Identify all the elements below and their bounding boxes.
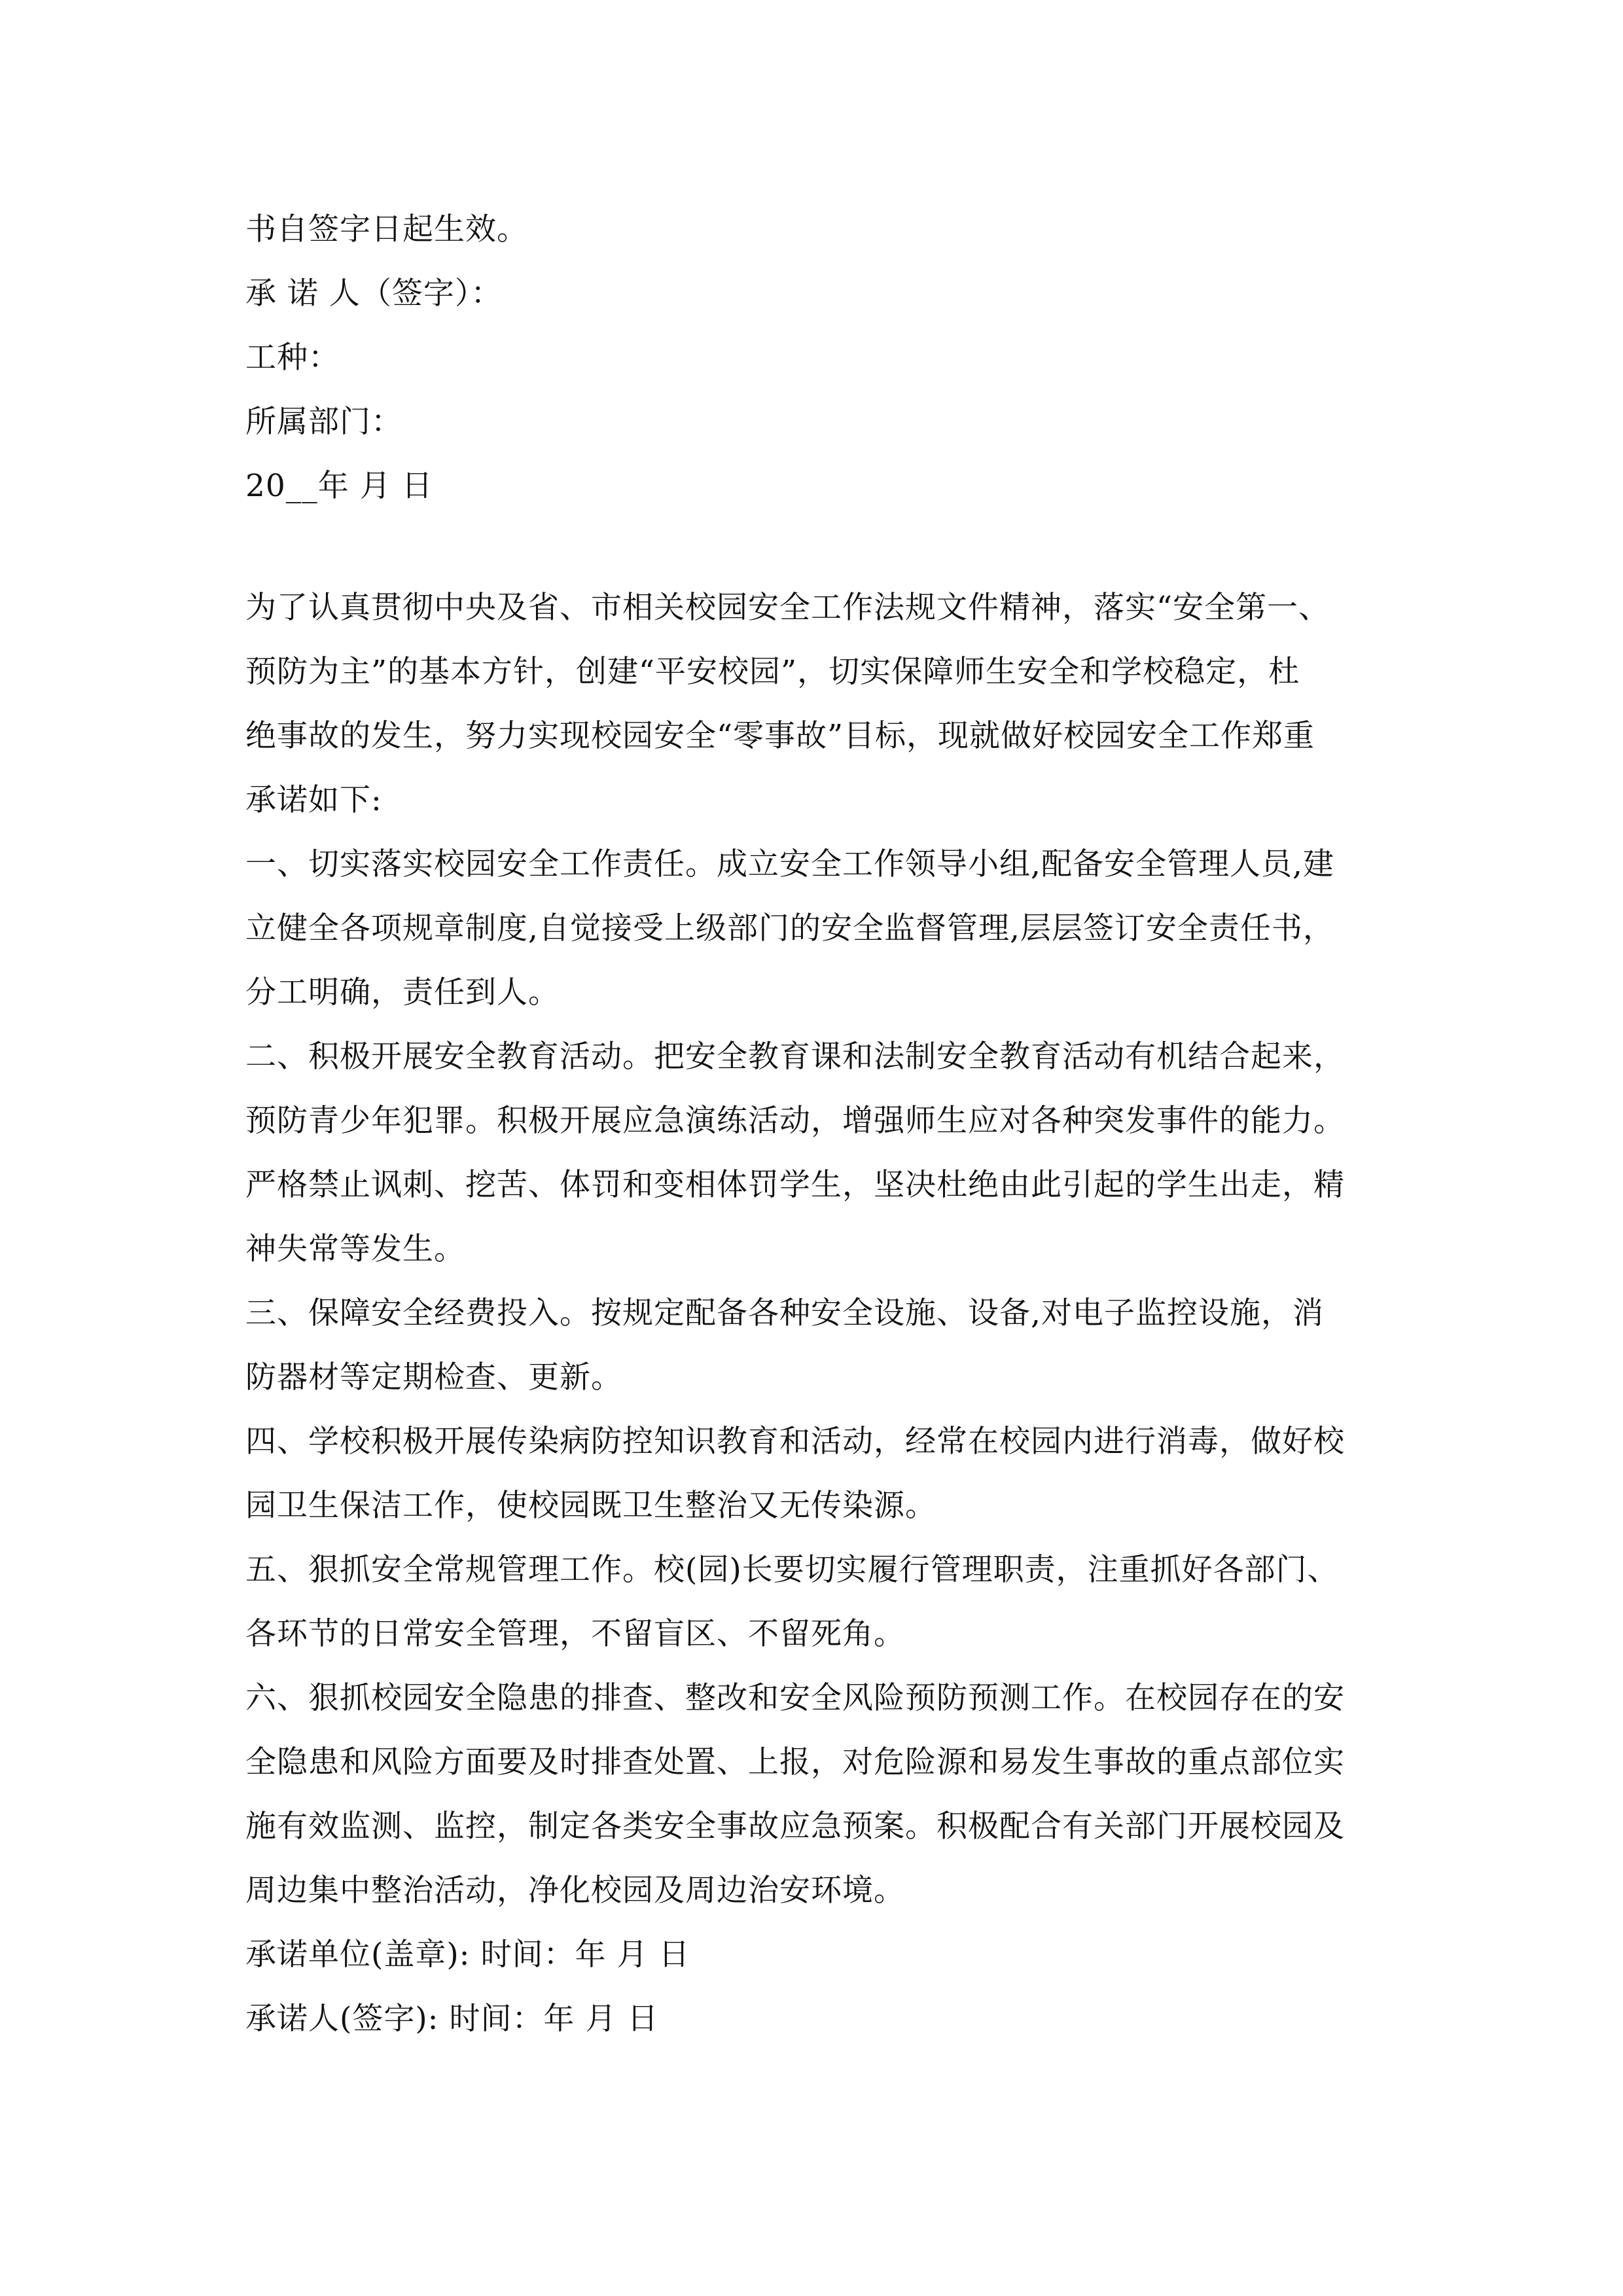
intro-paragraph [245,576,1387,2051]
date-line: 20__年 月 日 [245,468,433,504]
trade-line: 工种： [245,340,340,376]
item-5-line: 五、狠抓安全常规管理工作。校(园)长要切实履行管理职责，注重抓好各部门、 [245,1552,1339,1588]
item-2-line: 二、积极开展安全教育活动。把安全教育课和法制安全教育活动有机结合起来， [245,1039,1345,1075]
intro-line: 承诺如下: [245,782,382,818]
item-1-line: 立健全各项规章制度,自觉接受上级部门的安全监督管理,层层签订安全责任书， [245,910,1334,946]
item-3-line: 防器材等定期检查、更新。 [245,1359,622,1395]
item-6-line: 全隐患和风险方面要及时排查处置、上报，对危险源和易发生事故的重点部位实 [245,1744,1345,1780]
top-section [245,198,1387,518]
item-5-line: 各环节的日常安全管理，不留盲区、不留死角。 [245,1616,905,1652]
item-2-line: 神失常等发生。 [245,1231,465,1267]
item-1-line: 分工明确，责任到人。 [245,975,560,1011]
item-1-line: 一、切实落实校园安全工作责任。成立安全工作领导小组,配备安全管理人员,建 [245,846,1334,882]
unit-seal-line: 承诺单位(盖章): 时间：年 月 日 [245,1937,690,1973]
intro-line: 预防为主”的基本方针，创建“平安校园”，切实保障师生安全和学校稳定，杜 [245,654,1300,690]
item-6-line: 六、狠抓校园安全隐患的排查、整改和安全风险预防预测工作。在校园存在的安 [245,1680,1345,1716]
effective-line: 书自签字日起生效。 [245,211,528,247]
item-3-line: 三、保障安全经费投入。按规定配备各种安全设施、设备,对电子监控设施，消 [245,1295,1324,1331]
item-2-line: 严格禁止讽刺、挖苦、体罚和变相体罚学生，坚决杜绝由此引起的学生出走，精 [245,1167,1345,1203]
intro-line: 绝事故的发生，努力实现校园安全“零事故”目标，现就做好校园安全工作郑重 [245,718,1315,754]
item-6-line: 周边集中整治活动，净化校园及周边治安环境。 [245,1873,905,1909]
intro-line: 为了认真贯彻中央及省、市相关校园安全工作法规文件精神，落实“安全第一、 [245,590,1330,626]
item-4-line: 四、学校积极开展传染病防控知识教育和活动，经常在校园内进行消毒，做好校 [245,1424,1345,1460]
item-4-line: 园卫生保洁工作，使校园既卫生整治又无传染源。 [245,1488,936,1524]
item-6-line: 施有效监测、监控，制定各类安全事故应急预案。积极配合有关部门开展校园及 [245,1808,1345,1844]
item-2-line: 预防青少年犯罪。积极开展应急演练活动，增强师生应对各种突发事件的能力。 [245,1103,1345,1139]
department-line: 所属部门： [245,404,402,440]
promisor-signature-line: 承 诺 人（签字）： [245,276,503,312]
person-signature-line: 承诺人(签字): 时间：年 月 日 [245,2001,659,2037]
